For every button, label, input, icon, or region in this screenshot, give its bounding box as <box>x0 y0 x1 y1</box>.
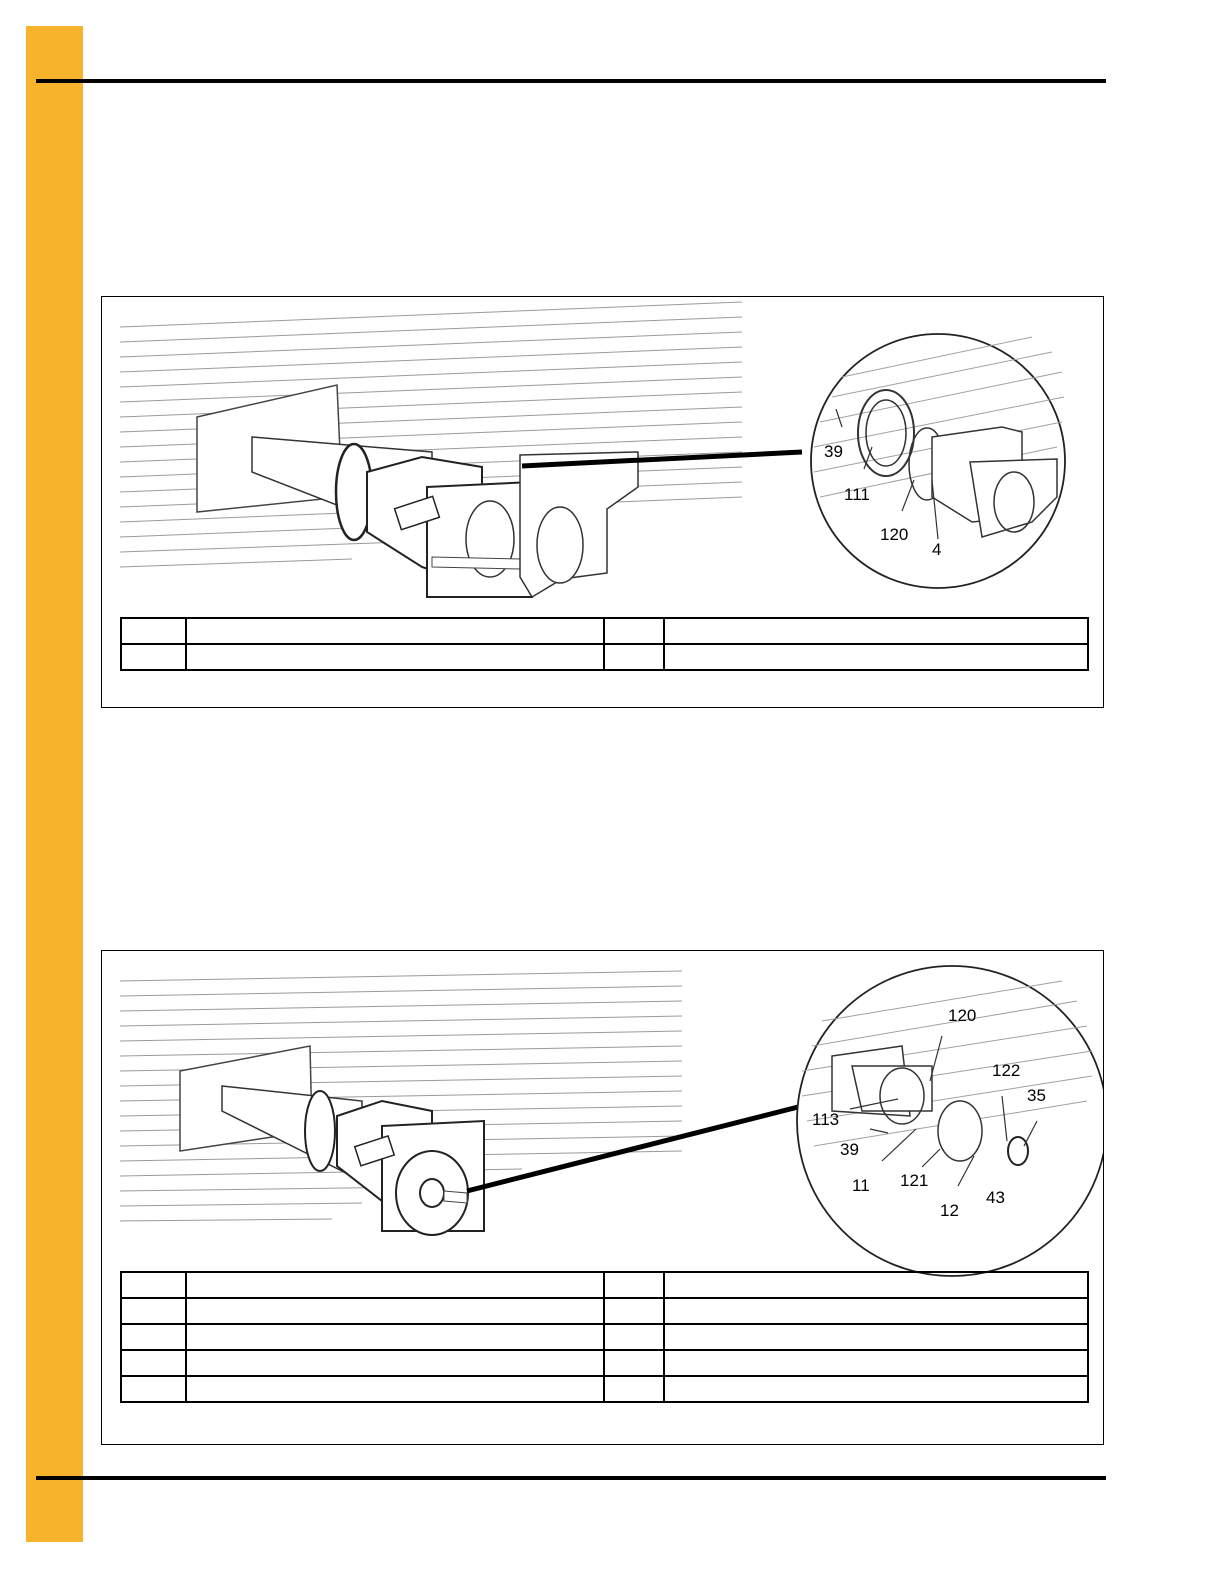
table-cell <box>604 1376 664 1402</box>
table-cell <box>186 1272 604 1298</box>
table-cell <box>186 644 604 670</box>
table-cell <box>121 1298 186 1324</box>
table-row <box>121 1298 1088 1324</box>
table-cell <box>121 644 186 670</box>
table-cell <box>604 618 664 644</box>
header-rule <box>36 79 1106 83</box>
table-row <box>121 618 1088 644</box>
table-cell <box>604 644 664 670</box>
table-row <box>121 644 1088 670</box>
table-cell <box>186 1298 604 1324</box>
figure-1-parts-table <box>120 617 1089 671</box>
figure-2-callout-35: 35 <box>1027 1086 1046 1105</box>
figure-2 <box>101 950 1104 1445</box>
table-cell <box>186 618 604 644</box>
figure-1-callout-4: 4 <box>932 540 942 559</box>
figure-2-callout-113: 113 <box>812 1110 840 1129</box>
figure-1-callout-120: 120 <box>880 525 909 544</box>
table-cell <box>664 1298 1088 1324</box>
table-row <box>121 1272 1088 1298</box>
table-cell <box>664 618 1088 644</box>
table-cell <box>121 1376 186 1402</box>
table-cell <box>664 1350 1088 1376</box>
figure-2-callout-39: 39 <box>840 1140 859 1159</box>
table-cell <box>186 1350 604 1376</box>
figure-2-callout-122: 122 <box>992 1061 1021 1080</box>
table-cell <box>604 1272 664 1298</box>
table-cell <box>604 1298 664 1324</box>
footer-rule <box>36 1476 1106 1480</box>
table-cell <box>186 1376 604 1402</box>
figure-2-callout-11: 11 <box>852 1176 870 1195</box>
table-cell <box>604 1350 664 1376</box>
figure-1 <box>101 296 1104 708</box>
table-cell <box>121 1272 186 1298</box>
table-cell <box>664 1324 1088 1350</box>
figure-1-callout-111: 111 <box>844 485 870 504</box>
figure-2-callout-43: 43 <box>986 1188 1005 1207</box>
table-cell <box>664 644 1088 670</box>
table-row <box>121 1350 1088 1376</box>
accent-side-bar <box>26 26 83 1542</box>
figure-2-callout-12: 12 <box>940 1201 959 1220</box>
figure-2-callout-121: 121 <box>900 1171 929 1190</box>
table-cell <box>664 1272 1088 1298</box>
table-cell <box>121 1350 186 1376</box>
table-cell <box>186 1324 604 1350</box>
table-cell <box>604 1324 664 1350</box>
table-cell <box>121 1324 186 1350</box>
table-cell <box>121 618 186 644</box>
table-row <box>121 1324 1088 1350</box>
figure-1-callout-39: 39 <box>824 442 843 461</box>
figure-2-parts-table <box>120 1271 1089 1403</box>
table-row <box>121 1376 1088 1402</box>
table-cell <box>664 1376 1088 1402</box>
figure-2-callout-120: 120 <box>948 1006 977 1025</box>
